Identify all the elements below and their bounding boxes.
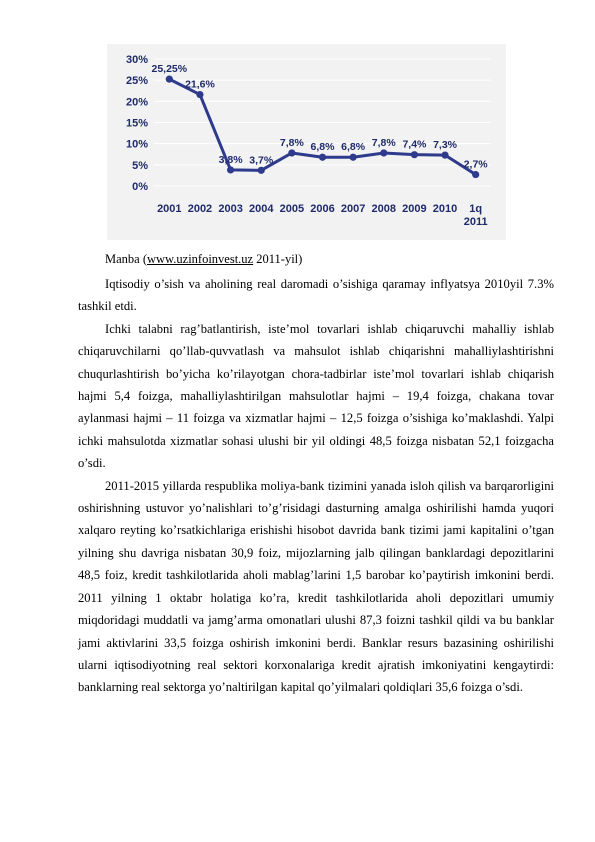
data-label: 21,6% xyxy=(185,78,215,91)
data-label: 3,7% xyxy=(249,154,274,167)
x-tick-label: 2001 xyxy=(157,203,182,215)
x-tick-label: 2007 xyxy=(340,203,366,215)
x-tick-label: 2002 xyxy=(187,203,213,215)
y-tick-label: 10% xyxy=(125,138,148,151)
data-label: 7,4% xyxy=(402,138,427,151)
source-link[interactable]: www.uzinfoinvest.uz xyxy=(147,252,254,266)
y-tick-label: 25% xyxy=(125,75,148,88)
data-label: 7,3% xyxy=(433,139,458,152)
data-label: 6,8% xyxy=(341,141,366,154)
body-text xyxy=(78,273,554,699)
data-label: 25,25% xyxy=(151,63,188,76)
x-tick-label: 2010 xyxy=(432,203,458,215)
data-label: 7,8% xyxy=(371,136,396,149)
data-label: 6,8% xyxy=(310,141,335,154)
data-point xyxy=(441,151,448,158)
y-tick-label: 30% xyxy=(125,54,148,66)
data-point xyxy=(227,166,234,173)
x-tick-label: 2003 xyxy=(218,203,243,215)
y-tick-label: 20% xyxy=(125,96,148,109)
data-point xyxy=(196,91,203,98)
x-tick-label: 2011 xyxy=(463,216,488,228)
inflation-chart xyxy=(107,44,506,240)
y-tick-label: 0% xyxy=(132,181,148,193)
source-prefix: Manba ( xyxy=(105,252,147,266)
paragraph-inflation: Iqtisodiy o’sish va aholining real daromadi o’sishiga qaramay inflyatsya 2010yil 7.3% tashkil etdi. xyxy=(78,277,554,314)
paragraph-domestic-demand: Ichki talabni rag’batlantirish, iste’mol tovarlari ishlab chiqaruvchi mahalliy ishlab chiqaruvchilarni qo’llab-quvvatlash va mahsulot ishlab chiqarishni mahalliylashtirishni chuqurlashtirish bo’yicha ko’rilayotgan chora-tadbirlar iste’mol tovarlari ishlab chiqarish hajmi 5,4 foizga, mahalliylashtirilgan mahsulotlar hajmi – 19,4 foizga, chakana tovar aylanmasi hajmi – 11 foizga va xizmatlar hajmi – 12,5 foizga o’sishiga ko’maklashdi. Yalpi ichki mahsulotda xizmatlar sohasi ulushi bir yil oldingi 48,5 foizga nisbatan 52,1 foizgacha o’sdi. xyxy=(78,321,554,471)
data-point xyxy=(411,151,418,158)
chart-source xyxy=(105,251,302,268)
paragraph-banking-system: 2011-2015 yillarda respublika moliya-bank tizimini yanada isloh qilish va barqarorligini oshirishning ustuvor yo’nalishlari to’g’risidagi dasturning amalga oshirilishi hamda yuqori xalqaro reyting ko’rsatkichlariga erishishi hisobot davrida bank tizimi jami kapitalini o’tgan yilning shu davriga nisbatan 30,9 foiz, mijozlarning jalb qilingan banklardagi depozitlarini 48,5 foiz, kredit tashkilotlarida aholi mablag’larini 1,5 barobar ko’paytirish imkonini berdi. 2011 yilning 1 oktabr holatiga ko’ra, kredit tashkilotlarida aholi depozitlari umumiy miqdoridagi muddatli va jamg’arma omonatlari ulushi 87,3 foizni tashkil qildi va bu banklar jami aktivlarini 33,5 foizga oshirish imkonini berdi. Banklar resurs bazasining oshirilishi ularni iqtisodiyotning real sektori korxonalariga kredit ajratish imkoniyatini kengaytirdi: banklarning real sektorga yo’naltirilgan kapital qo’yilmalari qoldiqlari 35,6 foizga o’sdi. xyxy=(78,478,554,695)
data-point xyxy=(472,171,479,178)
x-tick-label: 2006 xyxy=(310,203,335,215)
data-point xyxy=(258,167,265,174)
x-tick-label: 2004 xyxy=(248,203,274,215)
y-tick-label: 5% xyxy=(132,159,148,172)
x-tick-label: 1q xyxy=(469,203,483,215)
data-point xyxy=(166,76,173,83)
inflation-line-chart xyxy=(107,44,506,240)
data-point xyxy=(350,154,357,161)
x-tick-label: 2005 xyxy=(279,203,305,215)
data-label: 7,8% xyxy=(279,136,304,149)
data-label: 2,7% xyxy=(463,158,488,171)
data-point xyxy=(380,149,387,156)
data-label: 3,8% xyxy=(218,153,243,166)
x-tick-label: 2008 xyxy=(371,203,397,215)
data-point xyxy=(319,154,326,161)
data-point xyxy=(288,149,295,156)
x-tick-label: 2009 xyxy=(402,203,427,215)
y-tick-label: 15% xyxy=(125,117,148,130)
source-suffix: 2011-yil) xyxy=(253,252,303,266)
